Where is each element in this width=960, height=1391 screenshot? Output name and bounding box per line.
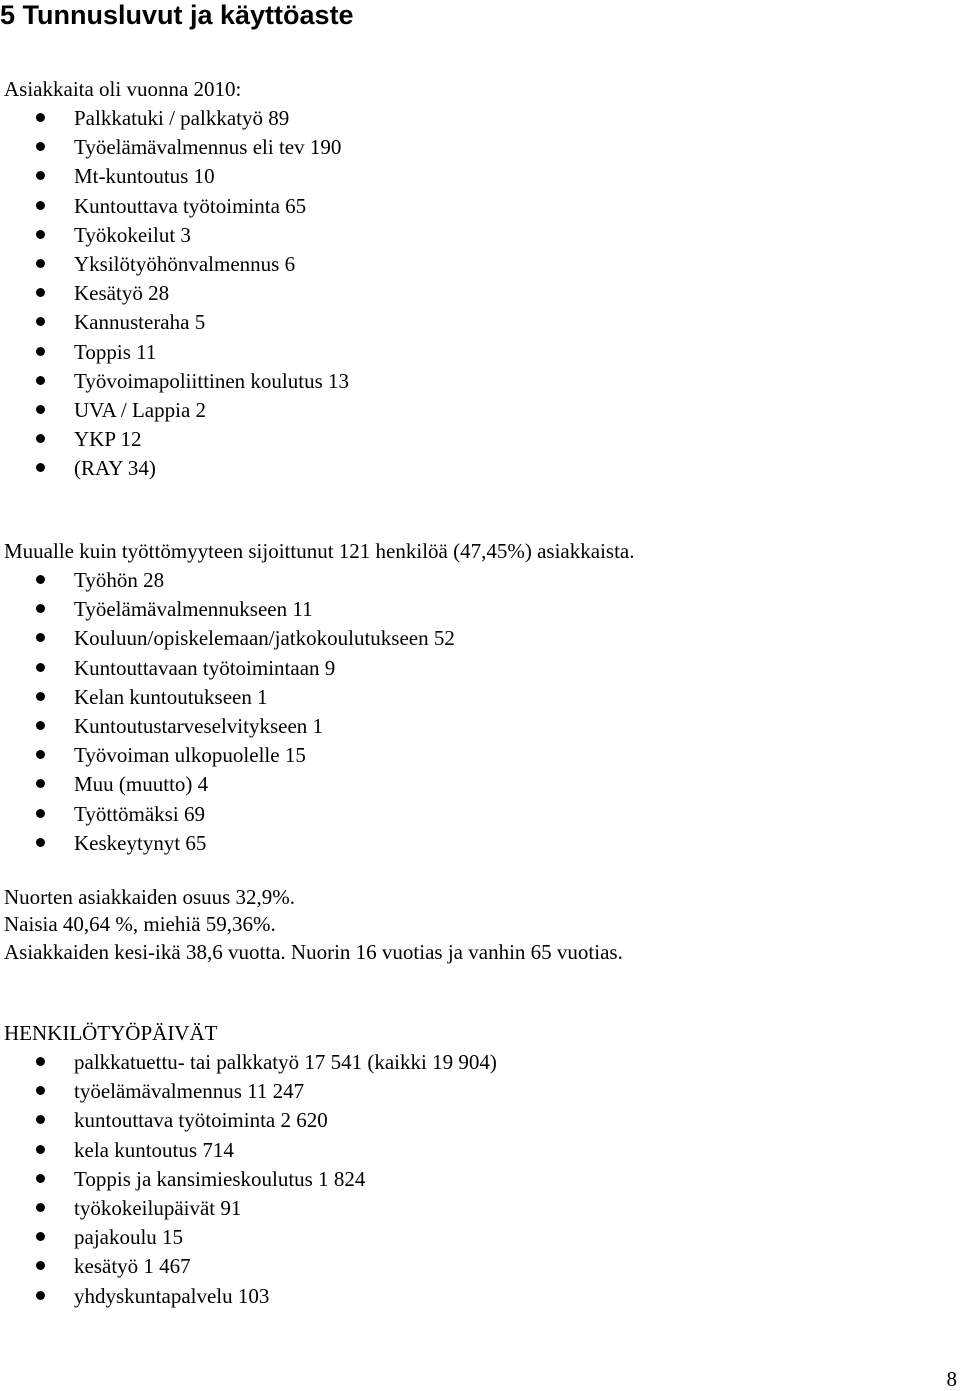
list-item-text: Kuntouttava työtoiminta 65 (74, 193, 307, 218)
list-item-text: Keskeytynyt 65 (74, 830, 207, 855)
bullet-icon (36, 1232, 45, 1241)
bullet-icon (36, 779, 45, 788)
list-item-text: Muu (muutto) 4 (74, 772, 209, 797)
list-item-text: Yksilötyöhönvalmennus 6 (74, 251, 296, 276)
list-item (0, 310, 349, 339)
bullet-icon (36, 463, 45, 472)
list-item (0, 281, 349, 310)
bullet-icon (36, 575, 45, 584)
list-item (0, 398, 349, 427)
placements-list (0, 568, 455, 860)
page-number: 8 (946, 1367, 957, 1391)
list-item (0, 1196, 497, 1225)
bullet-icon (36, 838, 45, 847)
bullet-icon (36, 288, 45, 297)
list-item-text: palkkatuettu- tai palkkatyö 17 541 (kaikki 19 904) (74, 1050, 497, 1074)
placement-intro: Muualle kuin työttömyyteen sijoittunut 121 henkilöä (47,45%) asiakkaista. (4, 539, 635, 563)
list-item (0, 194, 349, 223)
list-item (0, 252, 349, 281)
list-item-text: Kuntoutustarveselvitykseen 1 (74, 713, 324, 738)
list-item-text: pajakoulu 15 (74, 1225, 184, 1250)
list-item-text: työelämävalmennus 11 247 (74, 1079, 305, 1104)
list-item-text: (RAY 34) (74, 456, 156, 481)
bullet-icon (36, 230, 45, 239)
list-item (0, 1225, 497, 1254)
list-item-text: YKP 12 (74, 427, 142, 452)
bullet-icon (36, 434, 45, 443)
list-item (0, 456, 349, 485)
list-item-text: Työelämävalmennukseen 11 (74, 597, 313, 622)
list-item-text: Palkkatuki / palkkatyö 89 (74, 106, 290, 130)
list-item (0, 427, 349, 456)
list-item (0, 164, 349, 193)
list-item (0, 685, 455, 714)
list-item (0, 568, 455, 597)
page-title: 5 Tunnusluvut ja käyttöaste (0, 0, 354, 30)
list-item-text: Työelämävalmennus eli tev 190 (74, 135, 342, 160)
clients-list (0, 106, 349, 485)
bullet-icon (36, 113, 45, 122)
list-item-text: kela kuntoutus 714 (74, 1137, 234, 1162)
bullet-icon (36, 259, 45, 268)
list-item-text: yhdyskuntapalvelu 103 (74, 1283, 270, 1308)
list-item-text: Työkokeilut 3 (74, 222, 191, 247)
bullet-icon (36, 663, 45, 672)
list-item (0, 340, 349, 369)
bullet-icon (36, 347, 45, 356)
list-item (0, 802, 455, 831)
list-item-text: Työvoiman ulkopuolelle 15 (74, 743, 306, 768)
list-item (0, 656, 455, 685)
clients-intro: Asiakkaita oli vuonna 2010: (4, 77, 242, 101)
list-item (0, 369, 349, 398)
bullet-icon (36, 142, 45, 151)
list-item (0, 831, 455, 860)
bullet-icon (36, 1174, 45, 1183)
list-item-text: Kesätyö 28 (74, 281, 170, 306)
list-item (0, 1254, 497, 1283)
bullet-icon (36, 1261, 45, 1270)
person-days-list (0, 1050, 497, 1313)
list-item (0, 626, 455, 655)
list-item (0, 1079, 497, 1108)
list-item-text: Toppis ja kansimieskoulutus 1 824 (74, 1166, 366, 1191)
bullet-icon (36, 721, 45, 730)
gender-share-text: Naisia 40,64 %, miehiä 59,36%. (4, 912, 276, 936)
list-item-text: Kuntouttavaan työtoimintaan 9 (74, 655, 336, 680)
bullet-icon (36, 633, 45, 642)
list-item (0, 597, 455, 626)
list-item (0, 743, 455, 772)
list-item-text: Kannusteraha 5 (74, 310, 206, 335)
list-item-text: Työttömäksi 69 (74, 801, 205, 826)
list-item (0, 1284, 497, 1313)
bullet-icon (36, 201, 45, 210)
list-item-text: työkokeilupäivät 91 (74, 1195, 242, 1220)
bullet-icon (36, 317, 45, 326)
age-text: Asiakkaiden kesi-ikä 38,6 vuotta. Nuorin 16 vuotias ja vanhin 65 vuotias. (4, 940, 623, 964)
person-days-heading: HENKILÖTYÖPÄIVÄT (4, 1021, 218, 1045)
list-item-text: kuntouttava työtoiminta 2 620 (74, 1108, 328, 1133)
bullet-icon (36, 1057, 45, 1066)
list-item (0, 1050, 497, 1079)
bullet-icon (36, 692, 45, 701)
bullet-icon (36, 376, 45, 385)
list-item-text: Kouluun/opiskelemaan/jatkokoulutukseen 52 (74, 626, 455, 651)
list-item-text: kesätyö 1 467 (74, 1254, 191, 1279)
list-item (0, 1108, 497, 1137)
bullet-icon (36, 405, 45, 414)
bullet-icon (36, 171, 45, 180)
list-item (0, 772, 455, 801)
list-item (0, 106, 349, 135)
bullet-icon (36, 1203, 45, 1212)
bullet-icon (36, 1145, 45, 1154)
bullet-icon (36, 809, 45, 818)
list-item (0, 1167, 497, 1196)
bullet-icon (36, 1115, 45, 1124)
list-item-text: UVA / Lappia 2 (74, 397, 207, 422)
list-item (0, 714, 455, 743)
list-item (0, 223, 349, 252)
list-item-text: Toppis 11 (74, 339, 157, 364)
bullet-icon (36, 750, 45, 759)
list-item-text: Kelan kuntoutukseen 1 (74, 684, 268, 709)
bullet-icon (36, 604, 45, 613)
list-item-text: Työvoimapoliittinen koulutus 13 (74, 368, 350, 393)
list-item (0, 135, 349, 164)
list-item-text: Työhön 28 (74, 568, 165, 592)
youth-share-text: Nuorten asiakkaiden osuus 32,9%. (4, 885, 296, 909)
list-item (0, 1138, 497, 1167)
bullet-icon (36, 1086, 45, 1095)
list-item-text: Mt-kuntoutus 10 (74, 164, 215, 189)
bullet-icon (36, 1291, 45, 1300)
